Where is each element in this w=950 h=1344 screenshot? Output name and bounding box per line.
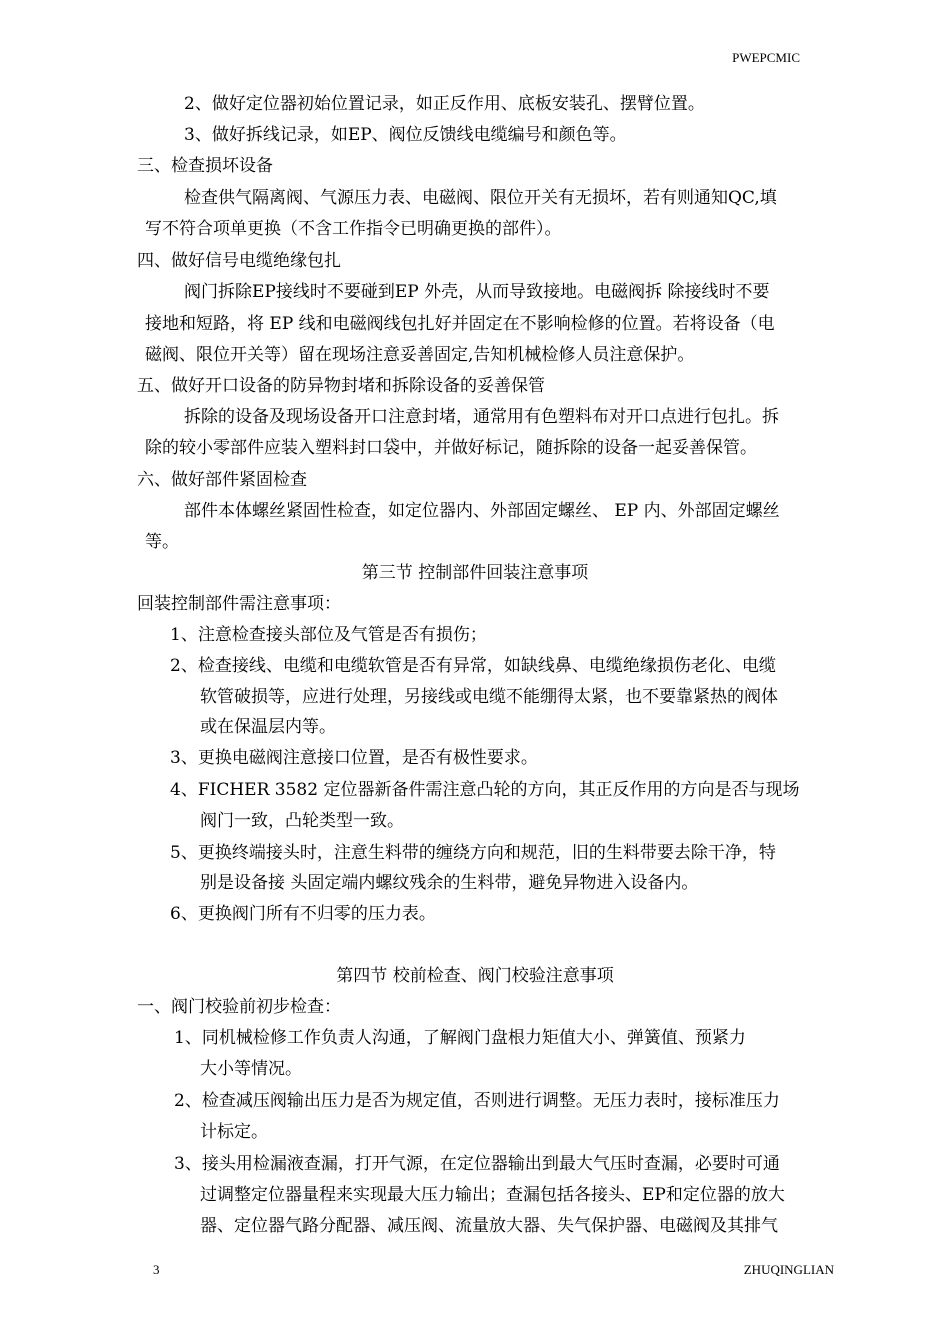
text-line: 部件本体螺丝紧固性检查，如定位器内、外部固定螺丝、 EP 内、外部固定螺丝: [184, 501, 780, 521]
text-line: 除的较小零部件应装入塑料封口袋中，并做好标记，随拆除的设备一起妥善保管。: [145, 438, 757, 458]
section-heading: 六、做好部件紧固检查: [137, 470, 307, 490]
text-line: 拆除的设备及现场设备开口注意封堵，通常用有色塑料布对开口点进行包扎。拆: [184, 407, 779, 427]
section-heading: 一、阀门校验前初步检查：: [137, 997, 341, 1017]
text-line: 接地和短路，将 EP 线和电磁阀线包扎好并固定在不影响检修的位置。若将设备（电: [145, 314, 775, 334]
footer-author: ZHUQINGLIAN: [743, 1262, 834, 1277]
text-line: 磁阀、限位开关等）留在现场注意妥善固定,告知机械检修人员注意保护。: [145, 345, 695, 365]
text-line: 回装控制部件需注意事项：: [137, 594, 341, 614]
text-line: 过调整定位器量程来实现最大压力输出；查漏包括各接头、EP和定位器的放大: [200, 1185, 785, 1205]
list-item: 1、同机械检修工作负责人沟通，了解阀门盘根力矩值大小、弹簧值、预紧力: [174, 1028, 746, 1048]
section-heading: 三、检查损坏设备: [137, 156, 273, 176]
list-item: 5、更换终端接头时，注意生料带的缠绕方向和规范，旧的生料带要去除干净，特: [170, 843, 776, 863]
text-line: 软管破损等，应进行处理，另接线或电缆不能绷得太紧，也不要靠紧热的阀体: [200, 687, 778, 707]
list-item: 3、更换电磁阀注意接口位置，是否有极性要求。: [170, 748, 538, 768]
text-line: 别是设备接 头固定端内螺纹残余的生料带，避免异物进入设备内。: [200, 873, 699, 893]
text-line: 阀门一致，凸轮类型一致。: [200, 811, 404, 831]
list-item: 4、FICHER 3582 定位器新备件需注意凸轮的方向，其正反作用的方向是否与现场: [170, 780, 800, 800]
text-line: 2、做好定位器初始位置记录，如正反作用、底板安装孔、摆臂位置。: [184, 94, 705, 114]
chapter-title: 第三节 控制部件回装注意事项: [361, 563, 589, 583]
section-heading: 四、做好信号电缆绝缘包扎: [137, 251, 341, 271]
text-line: 器、定位器气路分配器、减压阀、流量放大器、失气保护器、电磁阀及其排气: [200, 1216, 778, 1236]
header-code: PWEPCMIC: [732, 50, 800, 65]
text-line: 阀门拆除EP接线时不要碰到EP 外壳，从而导致接地。电磁阀拆 除接线时不要: [184, 282, 770, 302]
chapter-title: 第四节 校前检查、阀门校验注意事项: [336, 966, 614, 986]
text-line: 3、做好拆线记录，如EP、阀位反馈线电缆编号和颜色等。: [184, 125, 627, 145]
text-line: 大小等情况。: [200, 1059, 302, 1079]
text-line: 或在保温层内等。: [200, 717, 336, 737]
section-heading: 五、做好开口设备的防异物封堵和拆除设备的妥善保管: [137, 376, 545, 396]
list-item: 2、检查接线、电缆和电缆软管是否有异常，如缺线鼻、电缆绝缘损伤老化、电缆: [170, 656, 776, 676]
text-line: 检查供气隔离阀、气源压力表、电磁阀、限位开关有无损坏，若有则通知QC,填: [184, 188, 777, 208]
text-line: 计标定。: [200, 1122, 268, 1142]
list-item: 3、接头用检漏液查漏，打开气源，在定位器输出到最大气压时查漏，必要时可通: [174, 1154, 780, 1174]
text-line: 等。: [145, 532, 179, 552]
list-item: 2、检查减压阀输出压力是否为规定值，否则进行调整。无压力表时，接标准压力: [174, 1091, 780, 1111]
list-item: 1、注意检查接头部位及气管是否有损伤；: [170, 625, 487, 645]
list-item: 6、更换阀门所有不归零的压力表。: [170, 904, 436, 924]
text-line: 写不符合项单更换（不含工作指令已明确更换的部件）。: [145, 219, 562, 239]
page-number: 3: [153, 1262, 160, 1277]
